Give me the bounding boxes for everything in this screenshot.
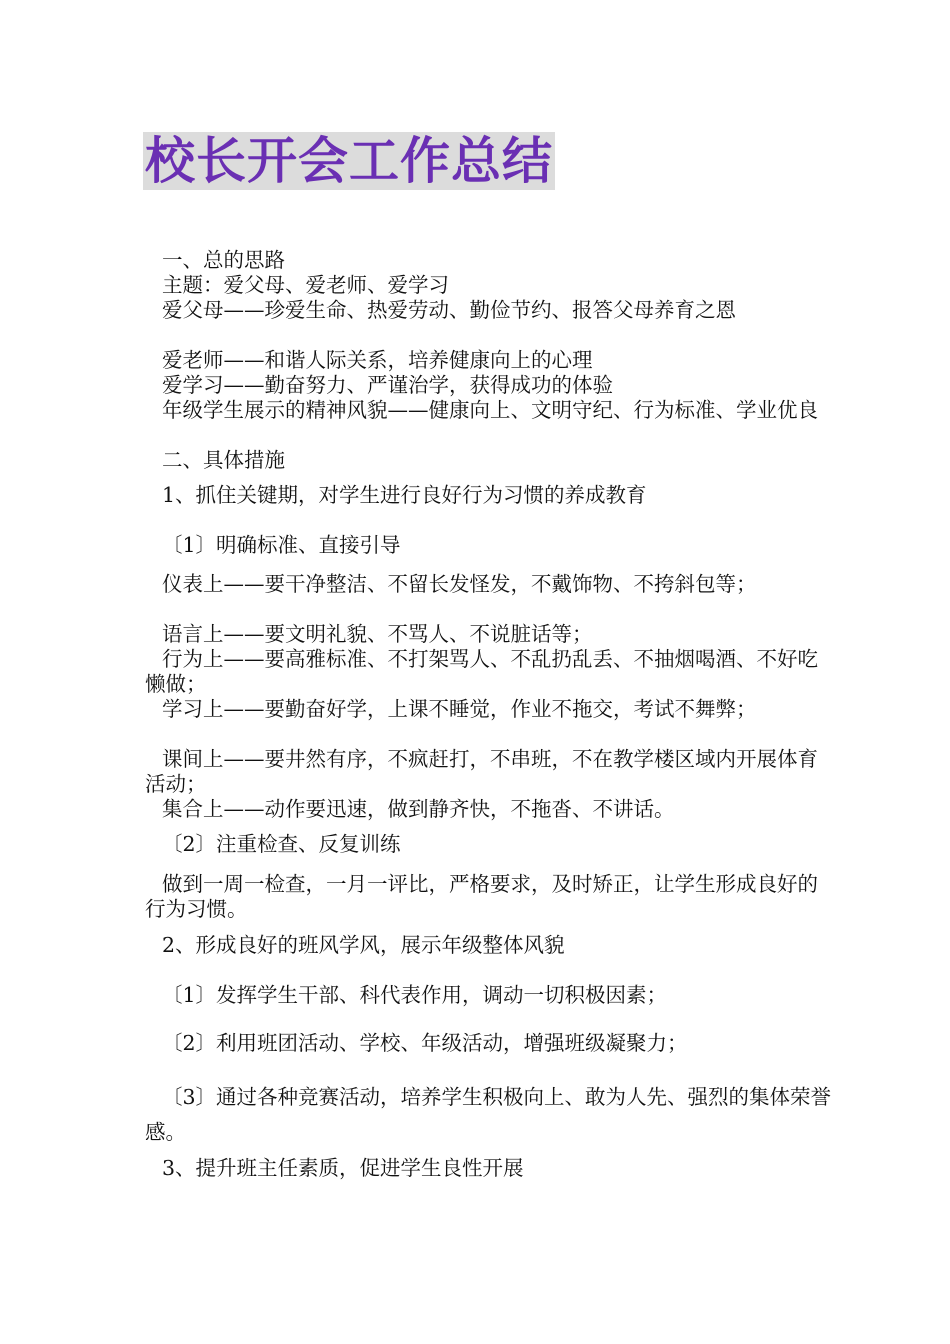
paragraph: 仪表上——要干净整洁、不留长发怪发，不戴饰物、不挎斜包等； <box>162 572 757 596</box>
paragraph: 爱学习——勤奋努力、严谨治学，获得成功的体验 <box>162 373 613 397</box>
item-heading: 〔3〕通过各种竞赛活动，培养学生积极向上、敢为人先、强烈的集体荣誉感。 <box>145 1085 832 1144</box>
subsection-heading: 2、形成良好的班风学风，展示年级整体风貌 <box>162 933 565 957</box>
paragraph: 年级学生展示的精神风貌——健康向上、文明守纪、行为标准、学业优良 <box>162 398 818 422</box>
section-heading: 一、总的思路 <box>162 248 285 272</box>
subsection-heading: 1、抓住关键期，对学生进行良好行为习惯的养成教育 <box>162 483 647 507</box>
section-heading: 二、具体措施 <box>162 448 285 472</box>
paragraph: 行为上——要高雅标准、不打架骂人、不乱扔乱丢、不抽烟喝酒、不好吃懒做； <box>145 647 818 696</box>
paragraph: 学习上——要勤奋好学，上课不睡觉，作业不拖交，考试不舞弊； <box>162 697 757 721</box>
paragraph: 爱父母——珍爱生命、热爱劳动、勤俭节约、报答父母养育之恩 <box>162 298 736 322</box>
item-heading: 〔1〕明确标准、直接引导 <box>162 533 401 557</box>
paragraph: 爱老师——和谐人际关系，培养健康向上的心理 <box>162 348 593 372</box>
document-title: 校长开会工作总结 <box>145 132 553 190</box>
paragraph: 语言上——要文明礼貌、不骂人、不说脏话等； <box>162 622 593 646</box>
paragraph: 集合上——动作要迅速，做到静齐快，不拖沓、不讲话。 <box>162 797 675 821</box>
item-heading: 〔2〕注重检查、反复训练 <box>162 832 401 856</box>
paragraph: 主题：爱父母、爱老师、爱学习 <box>162 273 449 297</box>
paragraph: 做到一周一检查，一月一评比，严格要求，及时矫正，让学生形成良好的行为习惯。 <box>145 872 818 921</box>
subsection-heading: 3、提升班主任素质，促进学生良性开展 <box>162 1156 524 1180</box>
item-heading: 〔1〕发挥学生干部、科代表作用，调动一切积极因素； <box>162 983 668 1007</box>
paragraph: 课间上——要井然有序，不疯赶打，不串班，不在教学楼区域内开展体育活动； <box>145 747 818 796</box>
item-heading: 〔2〕利用班团活动、学校、年级活动，增强班级凝聚力； <box>162 1031 688 1055</box>
